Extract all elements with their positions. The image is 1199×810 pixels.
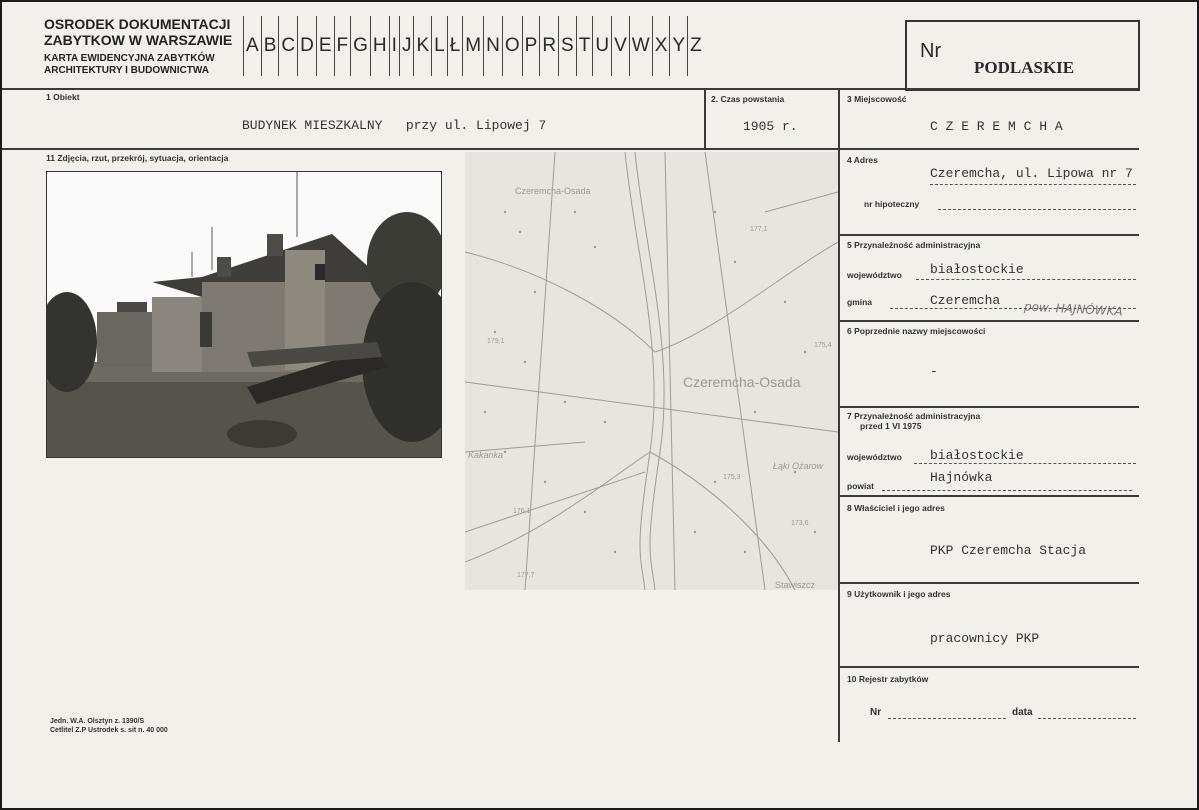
rejestr-label: 10 Rejestr zabytków xyxy=(847,674,929,684)
institution-name-line2: ZABYTKOW W WARSZAWIE xyxy=(44,32,233,48)
index-letter: E xyxy=(316,16,334,76)
wlasciciel-label: 8 Właściciel i jego adres xyxy=(847,503,945,513)
map-height: 179,1 xyxy=(487,338,505,345)
rejestr-data-label: data xyxy=(1012,707,1033,718)
building-photo xyxy=(46,171,442,458)
map-height: 173,6 xyxy=(791,520,809,527)
index-letter: V xyxy=(611,16,629,76)
map-label-kakanka: Kakanka xyxy=(468,450,504,460)
print-info-line2: Cetlitel Z.P Ustrodek s. sit n. 40 000 xyxy=(50,727,168,734)
index-letter: Z xyxy=(687,16,704,76)
index-letter: M xyxy=(462,16,483,76)
index-letter: L xyxy=(431,16,447,76)
wlasciciel-value: PKP Czeremcha Stacja xyxy=(930,543,1087,558)
rejestr-data-underline xyxy=(1038,718,1136,719)
map-height: 175,3 xyxy=(723,474,741,481)
location-map-image xyxy=(465,152,838,590)
institution-name-line1: OSRODEK DOKUMENTACJI xyxy=(44,16,231,32)
sec8-divider xyxy=(840,582,1139,584)
location-map xyxy=(465,152,838,590)
index-letter: Y xyxy=(669,16,687,76)
wojewodztwo-1975-underline xyxy=(914,463,1136,464)
map-label-laki-ozarow: Łąki Ożarow xyxy=(773,461,824,471)
col-divider-a xyxy=(704,88,706,148)
miejscowosc-label: 3 Miejscowość xyxy=(847,94,907,104)
obiekt-value: BUDYNEK MIESZKALNY przy ul. Lipowej 7 xyxy=(242,118,547,133)
card-type-line2: ARCHITEKTURY I BUDOWNICTWA xyxy=(44,65,209,76)
sec4-divider xyxy=(840,234,1139,236)
card-type-line1: KARTA EWIDENCYJNA ZABYTKÓW xyxy=(44,53,215,64)
map-height: 176,1 xyxy=(513,508,531,515)
rejestr-nr-underline xyxy=(888,718,1006,719)
gmina-handwritten-note: pow. HAJNÓWKA xyxy=(1023,299,1124,319)
index-letter: Ł xyxy=(447,16,463,76)
index-letter: T xyxy=(576,16,593,76)
index-letter: F xyxy=(334,16,351,76)
index-letter: I xyxy=(389,16,399,76)
index-letter: N xyxy=(483,16,502,76)
index-letter: K xyxy=(413,16,431,76)
nr-label: Nr xyxy=(920,40,942,62)
index-letter: U xyxy=(592,16,611,76)
obiekt-label: 1 Obiekt xyxy=(46,92,80,102)
sec9-divider xyxy=(840,666,1139,668)
gmina-underline xyxy=(890,308,1136,309)
map-label-czeremcha-osada: Czeremcha-Osada xyxy=(683,374,801,390)
index-letter: G xyxy=(350,16,370,76)
adres-value: Czeremcha, ul. Lipowa nr 7 xyxy=(930,166,1133,181)
map-label-stawiszcze: Stawiszcz xyxy=(775,580,816,590)
map-label-czeremcha-osada-top: Czeremcha-Osada xyxy=(515,186,591,196)
powiat-label: powiat xyxy=(847,481,874,491)
col-divider-b xyxy=(838,88,840,742)
gmina-label: gmina xyxy=(847,297,873,307)
przynaleznosc-1975-label: 7 Przynależność administracyjna xyxy=(847,411,981,421)
adres-underline xyxy=(930,184,1136,185)
powiat-value: Hajnówka xyxy=(930,470,993,485)
building-photo-image xyxy=(47,172,441,457)
hipoteczny-label: nr hipoteczny xyxy=(864,199,920,209)
czas-powstania-label: 2. Czas powstania xyxy=(711,94,785,104)
wojewodztwo-label: województwo xyxy=(847,270,902,280)
miejscowosc-value: C Z E R E M C H A xyxy=(930,119,1063,134)
rejestr-nr-label: Nr xyxy=(870,707,882,718)
poprzednie-nazwy-value: - xyxy=(930,364,938,379)
index-letter: W xyxy=(629,16,652,76)
map-height: 177,1 xyxy=(750,226,768,233)
index-letter: A xyxy=(243,16,261,76)
przynaleznosc-1975-sublabel: przed 1 VI 1975 xyxy=(860,421,922,431)
wojewodztwo-underline xyxy=(916,279,1136,280)
index-letter: O xyxy=(502,16,522,76)
uzytkownik-label: 9 Użytkownik i jego adres xyxy=(847,589,951,599)
alphabet-index xyxy=(243,16,704,76)
sec5-divider xyxy=(840,320,1139,322)
czas-powstania-value: 1905 r. xyxy=(743,119,798,134)
index-letter: D xyxy=(297,16,316,76)
index-letter: J xyxy=(399,16,414,76)
header-divider xyxy=(2,88,1139,90)
uzytkownik-value: pracownicy PKP xyxy=(930,631,1040,646)
sec6-divider xyxy=(840,406,1139,408)
index-letter: S xyxy=(558,16,576,76)
index-letter: B xyxy=(261,16,279,76)
wojewodztwo-value: białostockie xyxy=(930,262,1024,277)
index-letter: H xyxy=(370,16,389,76)
hipoteczny-underline xyxy=(938,209,1136,210)
map-height: 177,7 xyxy=(517,572,535,579)
wojewodztwo-1975-label: województwo xyxy=(847,452,902,462)
record-card xyxy=(2,2,1197,808)
row1-divider xyxy=(2,148,1139,150)
przynaleznosc-label: 5 Przynależność administracyjna xyxy=(847,240,981,250)
region-name: PODLASKIE xyxy=(974,58,1075,77)
gmina-value: Czeremcha xyxy=(930,293,1001,308)
wojewodztwo-1975-value: białostockie xyxy=(930,448,1024,463)
index-letter: X xyxy=(652,16,670,76)
index-letter: P xyxy=(522,16,540,76)
powiat-underline xyxy=(882,490,1132,491)
zdjecia-label: 11 Zdjęcia, rzut, przekrój, sytuacja, orientacja xyxy=(46,153,229,163)
sec7-divider xyxy=(840,495,1139,497)
index-letter: C xyxy=(278,16,297,76)
print-info-line1: Jedn. W.A. Olsztyn z. 1390/S xyxy=(50,718,145,725)
map-height: 175,4 xyxy=(814,342,832,349)
index-letter: R xyxy=(539,16,558,76)
poprzednie-nazwy-label: 6 Poprzednie nazwy miejscowości xyxy=(847,326,986,336)
adres-label: 4 Adres xyxy=(847,155,878,165)
